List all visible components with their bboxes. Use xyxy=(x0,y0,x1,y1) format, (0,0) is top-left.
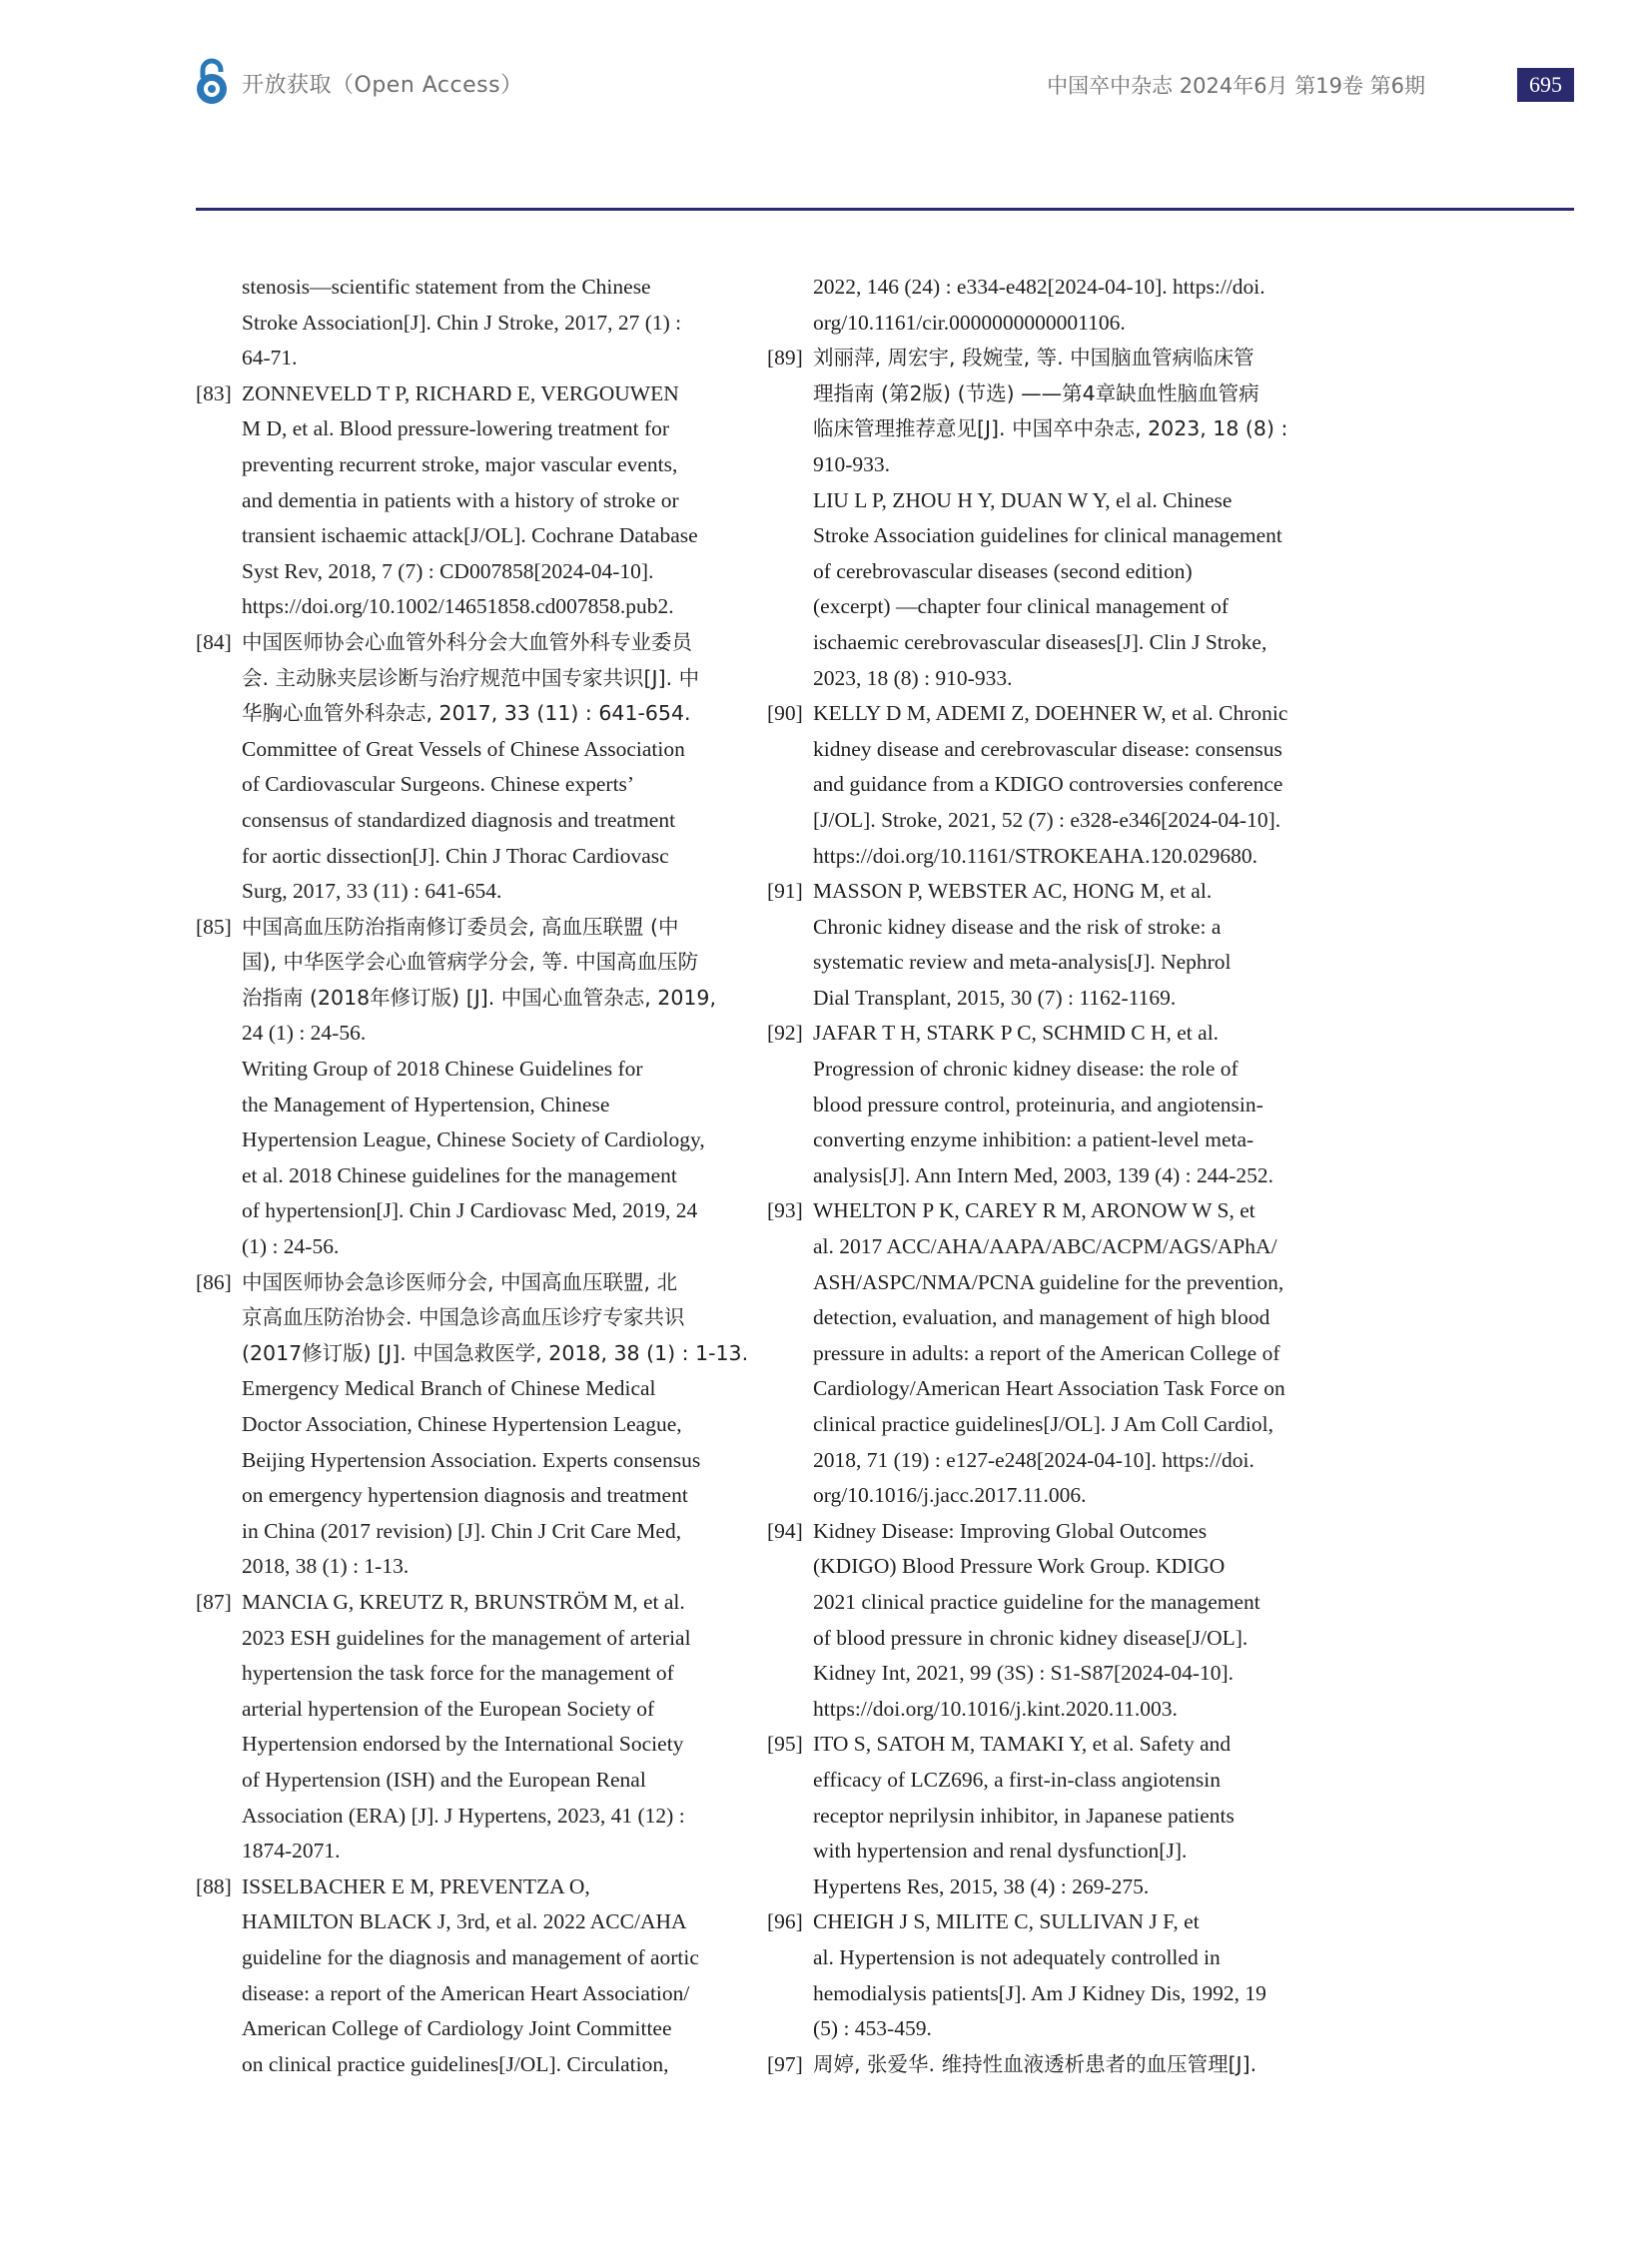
reference-text xyxy=(813,1016,1301,1193)
reference-entry xyxy=(196,376,730,625)
reference-line: blood pressure control, proteinuria, and angiotensin- xyxy=(813,1092,1263,1117)
reference-line: [J/OL]. Stroke, 2021, 52 (7) : e328-e346[2024-04-10]. xyxy=(813,807,1281,832)
reference-line: 2018, 38 (1) : 1-13. xyxy=(242,1554,410,1579)
reference-entry xyxy=(767,874,1301,1016)
reference-entry xyxy=(767,1514,1301,1728)
reference-line: 中国高血压防治指南修订委员会, 高血压联盟 (中 xyxy=(242,914,679,939)
reference-line: of cerebrovascular diseases (second edition) xyxy=(813,558,1193,583)
reference-number: [89] xyxy=(767,346,803,371)
reference-text xyxy=(813,2047,1301,2083)
reference-entry xyxy=(196,910,730,1265)
reference-line: Hypertension League, Chinese Society of Cardiology, xyxy=(242,1127,705,1152)
right-column xyxy=(767,270,1301,2082)
reference-line: (5) : 453-459. xyxy=(813,2016,932,2041)
reference-entry xyxy=(767,1016,1301,1193)
reference-line: systematic review and meta-analysis[J]. Nephrol xyxy=(813,950,1232,975)
reference-line: Kidney Int, 2021, 99 (3S) : S1-S87[2024-04-10]. xyxy=(813,1661,1235,1686)
reference-line: ischaemic cerebrovascular diseases[J]. Clin J Stroke, xyxy=(813,629,1267,654)
page-number: 695 xyxy=(1517,68,1574,102)
reference-line: on clinical practice guidelines[J/OL]. Circulation, xyxy=(242,2051,669,2076)
reference-entry xyxy=(196,1869,730,2083)
reference-number: [86] xyxy=(196,1269,232,1294)
left-column xyxy=(196,270,749,2082)
reference-line: (KDIGO) Blood Pressure Work Group. KDIGO xyxy=(813,1554,1226,1579)
reference-line: org/10.1161/cir.0000000000001106. xyxy=(813,310,1126,335)
open-access-icon xyxy=(194,56,230,106)
reference-line: MANCIA G, KREUTZ R, BRUNSTRÖM M, et al. xyxy=(242,1589,685,1614)
reference-line: Writing Group of 2018 Chinese Guidelines for xyxy=(242,1057,643,1082)
reference-entry xyxy=(767,696,1301,874)
reference-entry xyxy=(767,2047,1301,2083)
reference-line: 中国医师协会心血管外科分会大血管外科专业委员 xyxy=(242,629,692,654)
reference-line: https://doi.org/10.1016/j.kint.2020.11.003. xyxy=(813,1696,1178,1721)
reference-line: preventing recurrent stroke, major vascular events, xyxy=(242,451,678,476)
reference-text xyxy=(813,341,1301,696)
reference-line: 国), 中华医学会心血管病学分会, 等. 中国高血压防 xyxy=(242,950,699,975)
reference-line: 治指南 (2018年修订版) [J]. 中国心血管杂志, 2019, xyxy=(242,985,716,1010)
reference-text xyxy=(813,270,1301,341)
reference-line: Beijing Hypertension Association. Experts consensus xyxy=(242,1447,701,1472)
reference-line: WHELTON P K, CAREY R M, ARONOW W S, et xyxy=(813,1198,1255,1223)
reference-line: https://doi.org/10.1161/STROKEAHA.120.029680. xyxy=(813,843,1257,868)
reference-line: https://doi.org/10.1002/14651858.cd007858.pub2. xyxy=(242,594,674,619)
reference-line: 刘丽萍, 周宏宇, 段婉莹, 等. 中国脑血管病临床管 xyxy=(813,346,1254,371)
header-rule xyxy=(196,208,1574,211)
journal-info: 中国卒中杂志 2024年6月 第19卷 第6期 xyxy=(1047,74,1425,98)
reference-line: Dial Transplant, 2015, 30 (7) : 1162-1169. xyxy=(813,985,1177,1010)
reference-line: Chronic kidney disease and the risk of stroke: a xyxy=(813,914,1222,939)
reference-line: al. Hypertension is not adequately controlled in xyxy=(813,1944,1221,1969)
reference-line: Hypertension endorsed by the International Society xyxy=(242,1732,684,1757)
reference-line: of Hypertension (ISH) and the European Renal xyxy=(242,1767,646,1792)
reference-line: pressure in adults: a report of the American College of xyxy=(813,1340,1280,1365)
reference-line: (2017修订版) [J]. 中国急救医学, 2018, 38 (1) : 1-13. xyxy=(242,1340,749,1365)
reference-line: disease: a report of the American Heart Association/ xyxy=(242,1980,690,2005)
reference-text xyxy=(813,1514,1301,1728)
reference-line: 2018, 71 (19) : e127-e248[2024-04-10]. https://doi. xyxy=(813,1447,1254,1472)
reference-text xyxy=(242,910,730,1265)
reference-line: 1874-2071. xyxy=(242,1839,341,1864)
reference-line: 24 (1) : 24-56. xyxy=(242,1021,367,1046)
reference-entry xyxy=(196,1585,730,1869)
reference-number: [96] xyxy=(767,1909,803,1934)
reference-line: (excerpt) —chapter four clinical management of xyxy=(813,594,1230,619)
reference-line: Association (ERA) [J]. J Hypertens, 2023, 41 (12) : xyxy=(242,1803,685,1828)
reference-number: [88] xyxy=(196,1873,232,1898)
reference-line: in China (2017 revision) [J]. Chin J Crit Care Med, xyxy=(242,1518,682,1543)
reference-line: 2023, 18 (8) : 910-933. xyxy=(813,665,1013,690)
reference-entry xyxy=(767,1904,1301,2046)
reference-entry xyxy=(196,1265,749,1585)
reference-line: 理指南 (第2版) (节选) ——第4章缺血性脑血管病 xyxy=(813,380,1259,405)
reference-line: receptor neprilysin inhibitor, in Japanese patients xyxy=(813,1803,1235,1828)
reference-line: the Management of Hypertension, Chinese xyxy=(242,1092,610,1117)
reference-line: detection, evaluation, and management of high blood xyxy=(813,1305,1270,1330)
reference-line: Stroke Association[J]. Chin J Stroke, 2017, 27 (1) : xyxy=(242,310,682,335)
reference-line: 910-933. xyxy=(813,451,891,476)
reference-line: HAMILTON BLACK J, 3rd, et al. 2022 ACC/AHA xyxy=(242,1909,687,1934)
reference-line: Cardiology/American Heart Association Task Force on xyxy=(813,1376,1285,1401)
reference-line: Emergency Medical Branch of Chinese Medical xyxy=(242,1376,656,1401)
reference-number: [83] xyxy=(196,380,232,405)
reference-line: of hypertension[J]. Chin J Cardiovasc Med, 2019, 24 xyxy=(242,1198,698,1223)
reference-line: converting enzyme inhibition: a patient-level meta- xyxy=(813,1127,1254,1152)
reference-line: of blood pressure in chronic kidney disease[J/OL]. xyxy=(813,1625,1248,1650)
reference-entry xyxy=(767,1193,1301,1513)
reference-line: clinical practice guidelines[J/OL]. J Am Coll Cardiol, xyxy=(813,1412,1273,1436)
reference-line: with hypertension and renal dysfunction[J]. xyxy=(813,1839,1188,1864)
reference-line: Progression of chronic kidney disease: the role of xyxy=(813,1057,1239,1082)
reference-line: 临床管理推荐意见[J]. 中国卒中杂志, 2023, 18 (8) : xyxy=(813,416,1288,441)
reference-line: JAFAR T H, STARK P C, SCHMID C H, et al. xyxy=(813,1021,1220,1046)
reference-line: consensus of standardized diagnosis and treatment xyxy=(242,807,676,832)
reference-number: [95] xyxy=(767,1732,803,1757)
reference-line: of Cardiovascular Surgeons. Chinese experts’ xyxy=(242,772,635,797)
reference-line: Hypertens Res, 2015, 38 (4) : 269-275. xyxy=(813,1873,1150,1898)
reference-number: [91] xyxy=(767,879,803,904)
reference-entry xyxy=(196,625,730,910)
reference-line: Kidney Disease: Improving Global Outcomes xyxy=(813,1518,1208,1543)
reference-number: [93] xyxy=(767,1198,803,1223)
reference-line: ISSELBACHER E M, PREVENTZA O, xyxy=(242,1873,590,1898)
reference-line: Stroke Association guidelines for clinical management xyxy=(813,523,1282,548)
reference-line: LIU L P, ZHOU H Y, DUAN W Y, el al. Chinese xyxy=(813,487,1233,512)
reference-text xyxy=(813,1727,1301,1904)
reference-line: 中国医师协会急诊医师分会, 中国高血压联盟, 北 xyxy=(242,1269,678,1294)
reference-line: 华胸心血管外科杂志, 2017, 33 (11) : 641-654. xyxy=(242,701,691,726)
reference-line: kidney disease and cerebrovascular disease: consensus xyxy=(813,736,1282,761)
reference-line: CHEIGH J S, MILITE C, SULLIVAN J F, et xyxy=(813,1909,1200,1934)
reference-number: [97] xyxy=(767,2051,803,2076)
open-access-label: 开放获取（Open Access） xyxy=(242,73,523,98)
reference-line: guideline for the diagnosis and management of aortic xyxy=(242,1944,699,1969)
reference-line: org/10.1016/j.jacc.2017.11.006. xyxy=(813,1483,1087,1508)
reference-text xyxy=(813,696,1301,874)
reference-line: ASH/ASPC/NMA/PCNA guideline for the prevention, xyxy=(813,1269,1284,1294)
reference-text xyxy=(813,1904,1301,2046)
reference-entry xyxy=(196,270,730,376)
reference-line: hemodialysis patients[J]. Am J Kidney Dis, 1992, 19 xyxy=(813,1980,1266,2005)
reference-line: and dementia in patients with a history of stroke or xyxy=(242,487,679,512)
reference-text xyxy=(242,376,730,625)
reference-text xyxy=(242,270,730,376)
reference-line: 2021 clinical practice guideline for the management xyxy=(813,1589,1260,1614)
reference-line: al. 2017 ACC/AHA/AAPA/ABC/ACPM/AGS/APhA/ xyxy=(813,1234,1277,1259)
reference-line: American College of Cardiology Joint Committee xyxy=(242,2016,672,2041)
reference-line: on emergency hypertension diagnosis and treatment xyxy=(242,1483,688,1508)
reference-entry xyxy=(767,270,1301,341)
reference-entry xyxy=(767,1727,1301,1904)
reference-line: 京高血压防治协会. 中国急诊高血压诊疗专家共识 xyxy=(242,1305,685,1330)
reference-line: et al. 2018 Chinese guidelines for the management xyxy=(242,1162,677,1187)
reference-text xyxy=(242,625,730,910)
reference-number: [85] xyxy=(196,914,232,939)
reference-line: stenosis—scientific statement from the Chinese xyxy=(242,275,651,299)
reference-line: efficacy of LCZ696, a first-in-class angiotensin xyxy=(813,1767,1221,1792)
reference-line: transient ischaemic attack[J/OL]. Cochrane Database xyxy=(242,523,698,548)
reference-line: arterial hypertension of the European Society of xyxy=(242,1696,655,1721)
reference-line: for aortic dissection[J]. Chin J Thorac Cardiovasc xyxy=(242,843,669,868)
page-header xyxy=(0,0,1652,215)
reference-line: 2023 ESH guidelines for the management of arterial xyxy=(242,1625,691,1650)
reference-number: [92] xyxy=(767,1021,803,1046)
reference-line: Committee of Great Vessels of Chinese Association xyxy=(242,736,685,761)
reference-number: [94] xyxy=(767,1518,803,1543)
reference-line: 64-71. xyxy=(242,346,298,371)
reference-line: Surg, 2017, 33 (11) : 641-654. xyxy=(242,879,502,904)
reference-line: analysis[J]. Ann Intern Med, 2003, 139 (4) : 244-252. xyxy=(813,1162,1273,1187)
reference-line: MASSON P, WEBSTER AC, HONG M, et al. xyxy=(813,879,1213,904)
reference-number: [87] xyxy=(196,1589,232,1614)
reference-line: M D, et al. Blood pressure-lowering treatment for xyxy=(242,416,670,441)
reference-line: (1) : 24-56. xyxy=(242,1234,340,1259)
reference-line: 会. 主动脉夹层诊断与治疗规范中国专家共识[J]. 中 xyxy=(242,665,700,690)
reference-text xyxy=(813,1193,1301,1513)
reference-line: ITO S, SATOH M, TAMAKI Y, et al. Safety and xyxy=(813,1732,1232,1757)
reference-text xyxy=(813,874,1301,1016)
reference-line: hypertension the task force for the management of xyxy=(242,1661,674,1686)
reference-text xyxy=(242,1869,730,2083)
reference-text xyxy=(242,1265,749,1585)
reference-line: Doctor Association, Chinese Hypertension League, xyxy=(242,1412,682,1436)
reference-line: KELLY D M, ADEMI Z, DOEHNER W, et al. Chronic xyxy=(813,701,1288,726)
reference-line: Syst Rev, 2018, 7 (7) : CD007858[2024-04-10]. xyxy=(242,558,654,583)
reference-line: 2022, 146 (24) : e334-e482[2024-04-10]. https://doi. xyxy=(813,275,1265,299)
reference-number: [90] xyxy=(767,701,803,726)
reference-number: [84] xyxy=(196,629,232,654)
reference-text xyxy=(242,1585,730,1869)
reference-line: ZONNEVELD T P, RICHARD E, VERGOUWEN xyxy=(242,380,679,405)
reference-line: and guidance from a KDIGO controversies conference xyxy=(813,772,1283,797)
reference-entry xyxy=(767,341,1301,696)
reference-line: 周婷, 张爱华. 维持性血液透析患者的血压管理[J]. xyxy=(813,2051,1257,2076)
